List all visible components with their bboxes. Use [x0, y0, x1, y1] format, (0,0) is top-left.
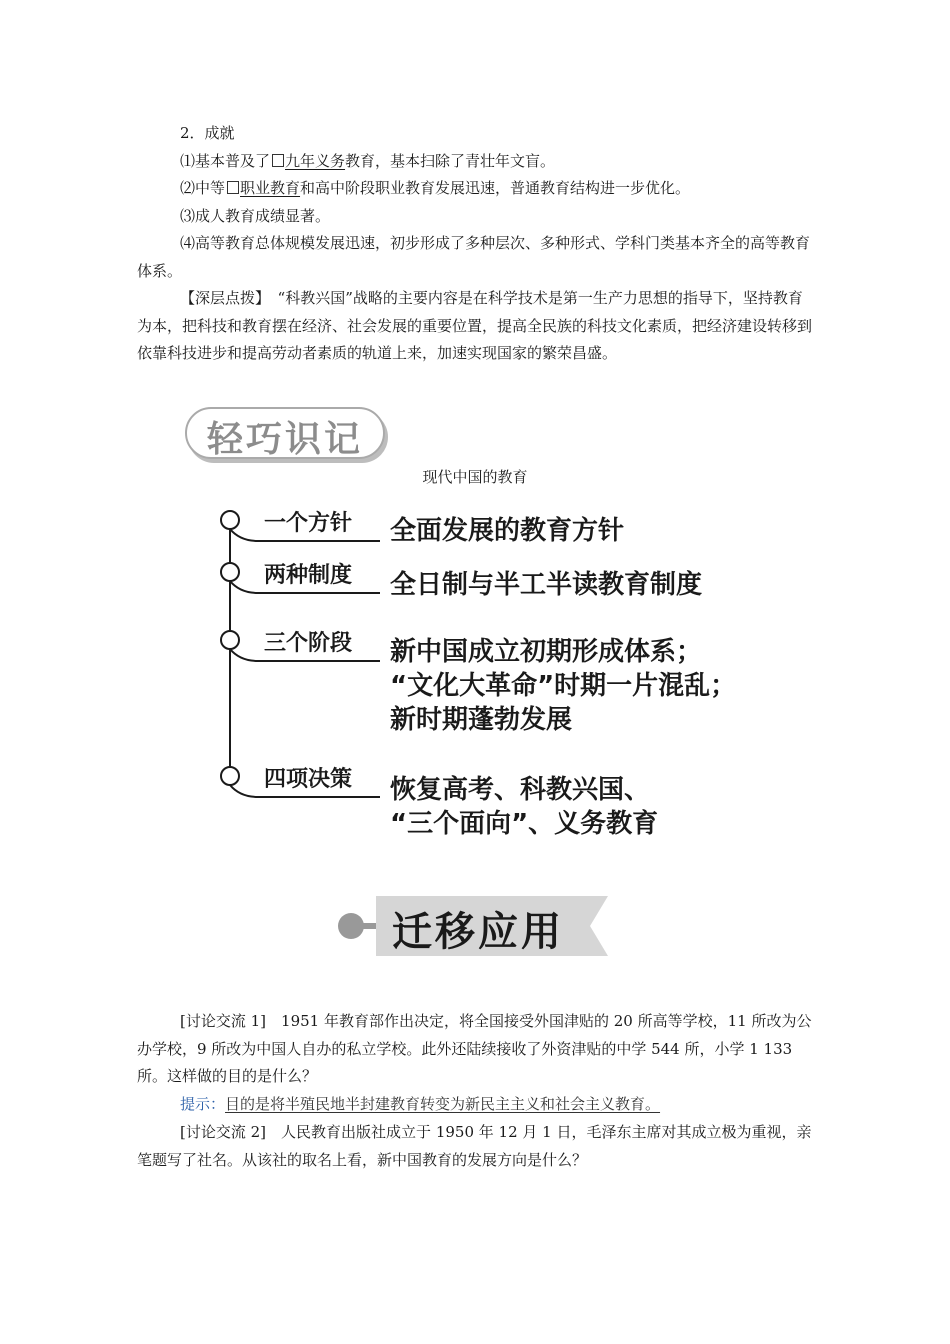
achievement-item-1-keyword: 九年义务: [285, 152, 346, 170]
discussion-1: [137, 1008, 813, 1091]
discussion-2: [137, 1119, 813, 1174]
mindmap-value-3-line-3: 新时期蓬勃发展: [390, 705, 573, 735]
hint-paragraph: [137, 1091, 813, 1119]
achievement-item-3: ⑶成人教育成绩显著。: [180, 207, 331, 225]
achievement-item-2-keyword: 职业教育: [240, 179, 301, 197]
achievement-item-4: ⑷高等教育总体规模发展迅速，初步形成了多种层次、多种形式、学科门类基本齐全的高等教育体系。: [137, 234, 811, 280]
discussion-1-label: [讨论交流 1]: [180, 1012, 267, 1030]
discussion-1-text: 1951 年教育部作出决定，将全国接受外国津贴的 20 所高等学校，11 所改为公办学校，9 所改为中国人自办的私立学校。此外还陆续接收了外资津贴的中学 544 所，小学 1 133 所。这样做的目的是什么？: [137, 1012, 812, 1085]
hint-label: 提示：: [180, 1095, 226, 1113]
memorize-banner-title: 轻巧识记: [206, 419, 363, 460]
mindmap-value-2: 全日制与半工半读教育制度: [390, 570, 703, 600]
apply-banner-title: 迁移应用: [392, 909, 564, 955]
mindmap-value-4-line-2: “三个面向”、义务教育: [390, 809, 659, 839]
achievement-item-1-prefix: ⑴基本普及了: [180, 152, 271, 170]
discussion-2-label: [讨论交流 2]: [180, 1123, 267, 1141]
hint-answer: 目的是将半殖民地半封建教育转变为新民主主义和社会主义教育。: [225, 1095, 661, 1113]
deep-point-text: “科教兴国”战略的主要内容是在科学技术是第一生产力思想的指导下，坚持教育为本，把科技和教育摆在经济、社会发展的重要位置，提高全民族的科技文化素质，把经济建设转移到依靠科技进步和提高劳动者素质的轨道上来，加速实现国家的繁荣昌盛。: [137, 289, 813, 362]
mindmap-label-4: 四项决策: [264, 767, 353, 792]
discussion-2-text: 人民教育出版社成立于 1950 年 12 月 1 日，毛泽东主席对其成立极为重视，亲笔题写了社名。从该社的取名上看，新中国教育的发展方向是什么？: [137, 1123, 812, 1169]
achievement-item-2-prefix: ⑵中等: [180, 179, 226, 197]
achievement-item-1-suffix: 教育，基本扫除了青壮年文盲。: [345, 152, 556, 170]
mindmap-value-4-line-1: 恢复高考、科教兴国、: [390, 775, 651, 805]
mindmap-caption: 现代中国的教育: [422, 468, 528, 486]
achievement-item-2-suffix: 和高中阶段职业教育发展迅速，普通教育结构进一步优化。: [300, 179, 691, 197]
mindmap-value-3-line-1: 新中国成立初期形成体系；: [390, 637, 703, 667]
mindmap-label-1: 一个方针: [264, 511, 353, 536]
mindmap-label-2: 两种制度: [264, 563, 353, 588]
mindmap-value-3-line-2: “文化大革命”时期一片混乱；: [390, 671, 737, 701]
mindmap-label-3: 三个阶段: [264, 631, 353, 656]
mindmap-value-1: 全面发展的教育方针: [390, 516, 625, 546]
achievements-heading: 2．成就: [180, 124, 235, 142]
deep-point-label: 【深层点拨】: [180, 289, 263, 307]
